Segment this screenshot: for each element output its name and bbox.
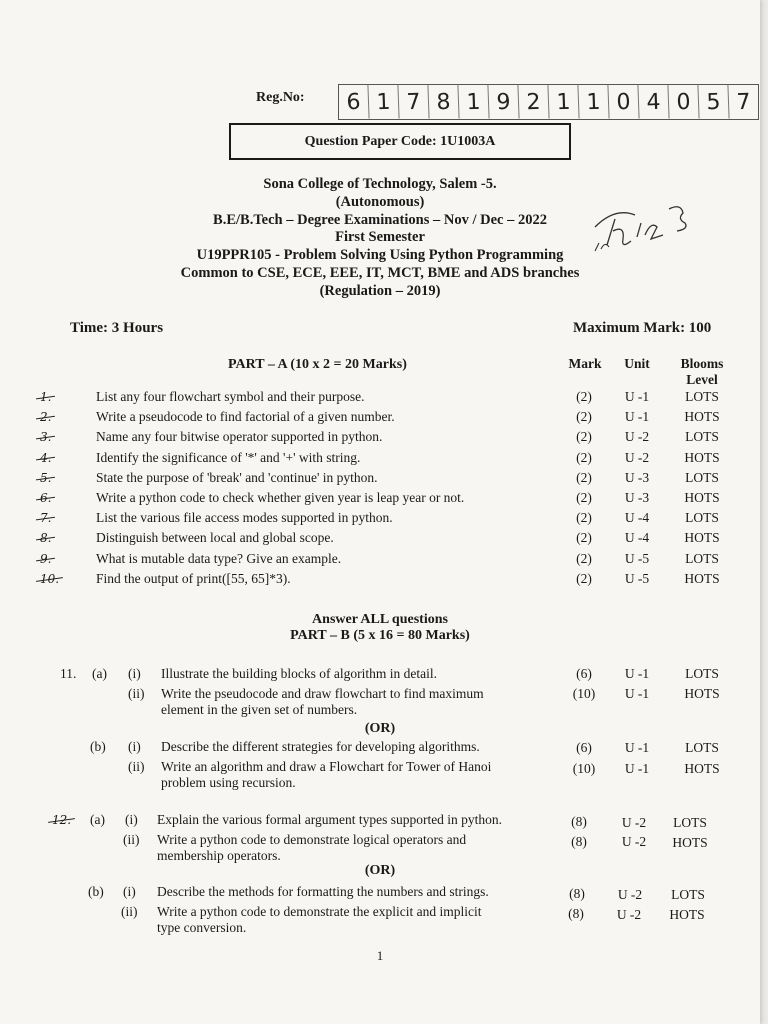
question-unit: U -1 — [624, 389, 650, 404]
q12a-ii-level: HOTS — [672, 835, 708, 850]
question-blooms-level: HOTS — [684, 449, 720, 465]
question-unit: U -2 — [624, 429, 650, 445]
q11-or: (OR) — [364, 721, 396, 736]
semester: First Semester — [335, 229, 425, 246]
q11b-i-mark: (6) — [576, 740, 592, 755]
question-text: Identify the significance of '*' and '+' with string. — [96, 449, 361, 465]
q12a-ii-unit: U -2 — [621, 834, 647, 849]
question-text: Write a python code to check whether given year is leap year or not. — [96, 490, 465, 505]
question-number-text: 2. — [40, 407, 51, 427]
question-mark: (2) — [576, 469, 592, 485]
col-level: Level — [686, 372, 718, 387]
reg-digit-box: 0 — [668, 84, 699, 119]
q11a-i-mark: (6) — [576, 666, 592, 681]
course-title: U19PPR105 - Problem Solving Using Python Programming — [196, 247, 564, 264]
q12b-ii-text-2: type conversion. — [157, 920, 247, 935]
question-blooms-level: HOTS — [684, 490, 720, 505]
question-blooms-level: LOTS — [685, 550, 719, 566]
question-number — [40, 448, 92, 468]
q11a-label: (a) — [92, 666, 107, 681]
question-number-text: 5. — [40, 468, 51, 488]
question-number — [40, 468, 92, 488]
q12a-i-level: LOTS — [673, 815, 707, 830]
q11b-i-label: (i) — [128, 739, 141, 754]
question-text: List the various file access modes supported in python. — [96, 510, 393, 526]
q11a-ii-mark: (10) — [572, 686, 596, 701]
college-name: Sona College of Technology, Salem -5. — [263, 176, 497, 192]
time-label: Time: 3 Hours — [70, 320, 164, 336]
q11a-ii-label: (ii) — [128, 686, 145, 701]
part-a-question-row — [0, 387, 760, 407]
regulation: (Regulation – 2019) — [319, 282, 441, 299]
col-unit: Unit — [624, 356, 650, 371]
question-number — [40, 528, 92, 548]
q11a-i-label: (i) — [128, 666, 141, 681]
question-number-text: 1. — [40, 387, 51, 407]
part-a-question-row — [0, 528, 760, 548]
q12-number — [52, 812, 71, 828]
question-blooms-level: LOTS — [685, 469, 719, 485]
q12a-i-unit: U -2 — [621, 815, 647, 830]
q11a-ii-level: HOTS — [684, 686, 720, 701]
question-paper-code: Question Paper Code: 1U1003A — [229, 123, 571, 160]
question-number — [40, 569, 92, 589]
part-a-question-row — [0, 488, 760, 508]
q12b-ii-mark: (8) — [568, 906, 584, 921]
question-unit: U -2 — [624, 449, 650, 465]
question-mark: (2) — [576, 510, 592, 526]
autonomous-label: (Autonomous) — [335, 193, 425, 210]
question-number — [40, 549, 92, 569]
q11a-ii-unit: U -1 — [624, 686, 650, 701]
question-mark: (2) — [576, 389, 592, 404]
q12b-i-text: Describe the methods for formatting the numbers and strings. — [157, 884, 489, 899]
question-mark: (2) — [576, 409, 592, 425]
q11b-label: (b) — [90, 739, 106, 754]
question-unit: U -5 — [624, 550, 650, 566]
question-blooms-level: LOTS — [685, 429, 719, 445]
q12a-ii-mark: (8) — [571, 834, 587, 849]
question-number-text: 9. — [40, 549, 51, 569]
q12a-i-label: (i) — [125, 812, 138, 827]
exam-title: B.E/B.Tech – Degree Examinations – Nov / Dec – 2022 — [213, 211, 547, 228]
q11b-ii-level: HOTS — [684, 761, 720, 776]
q12b-i-label: (i) — [123, 884, 136, 899]
part-a-title: PART – A (10 x 2 = 20 Marks) — [228, 357, 407, 372]
q11b-i-level: LOTS — [685, 740, 719, 755]
col-mark: Mark — [568, 356, 602, 371]
reg-digit-box: 5 — [698, 84, 729, 119]
q12b-i-mark: (8) — [569, 886, 585, 901]
q12b-ii-level: HOTS — [669, 907, 705, 922]
q12a-ii-text-1: Write a python code to demonstrate logical operators and — [157, 832, 467, 847]
page-number: 1 — [376, 948, 384, 963]
q11b-ii-text-1: Write an algorithm and draw a Flowchart for Tower of Hanoi — [161, 759, 492, 774]
part-a-question-row — [0, 569, 760, 589]
question-number-text: 7. — [40, 508, 51, 528]
q12b-ii-unit: U -2 — [616, 907, 642, 922]
reg-digit-box: 1 — [578, 84, 609, 119]
q11a-i-unit: U -1 — [624, 666, 650, 681]
question-unit: U -3 — [624, 469, 650, 485]
q11a-ii-text-2: element in the given set of numbers. — [161, 702, 358, 717]
q11b-i-text: Describe the different strategies for developing algorithms. — [161, 739, 480, 754]
question-blooms-level: HOTS — [684, 409, 720, 425]
question-unit: U -5 — [624, 570, 650, 586]
q11a-i-text: Illustrate the building blocks of algorithm in detail. — [161, 666, 437, 681]
reg-digit-box: 6 — [338, 84, 369, 119]
handwritten-date-note — [585, 197, 715, 257]
question-mark: (2) — [576, 530, 592, 546]
question-unit: U -1 — [624, 409, 650, 425]
question-number — [40, 427, 92, 447]
q11b-ii-mark: (10) — [572, 761, 596, 776]
part-a-question-row — [0, 407, 760, 427]
reg-no-label: Reg.No: — [256, 90, 305, 105]
question-mark: (2) — [576, 449, 592, 465]
question-blooms-level: LOTS — [685, 510, 719, 526]
reg-no-boxes — [338, 84, 759, 120]
reg-digit-box: 7 — [398, 84, 429, 119]
question-blooms-level: LOTS — [685, 389, 719, 404]
part-a-question-row — [0, 448, 760, 468]
part-a-question-row — [0, 508, 760, 528]
q12a-label: (a) — [90, 812, 105, 827]
question-mark: (2) — [576, 490, 592, 505]
q12b-ii-label: (ii) — [121, 904, 138, 919]
question-unit: U -4 — [624, 510, 650, 526]
answer-all-label: Answer ALL questions — [312, 612, 448, 627]
question-text: Write a pseudocode to find factorial of a given number. — [96, 409, 395, 425]
branches: Common to CSE, ECE, EEE, IT, MCT, BME and ADS branches — [180, 264, 580, 281]
q11b-ii-label: (ii) — [128, 759, 145, 774]
q12b-ii-text-1: Write a python code to demonstrate the explicit and implicit — [157, 904, 482, 919]
max-mark-label: Maximum Mark: 100 — [573, 320, 712, 336]
question-number-text: 3. — [40, 427, 51, 447]
question-unit: U -4 — [624, 530, 650, 546]
part-b-title: PART – B (5 x 16 = 80 Marks) — [290, 628, 470, 643]
question-text: Distinguish between local and global scope. — [96, 530, 334, 546]
part-a-question-row — [0, 549, 760, 569]
question-unit: U -3 — [624, 490, 650, 505]
q12b-i-level: LOTS — [671, 887, 705, 902]
question-text: Find the output of print([55, 65]*3). — [96, 570, 291, 586]
q12b-i-unit: U -2 — [617, 887, 643, 902]
question-number-text: 10. — [40, 569, 59, 589]
question-number — [40, 488, 92, 508]
q12a-ii-label: (ii) — [123, 832, 140, 847]
part-a-question-row — [0, 427, 760, 447]
question-text: List any four flowchart symbol and their purpose. — [96, 389, 365, 404]
q11a-ii-text-1: Write the pseudocode and draw flowchart to find maximum — [161, 686, 484, 701]
q11b-i-unit: U -1 — [624, 740, 650, 755]
q11b-ii-text-2: problem using recursion. — [161, 775, 296, 790]
reg-digit-box: 1 — [548, 84, 579, 119]
question-mark: (2) — [576, 570, 592, 586]
question-number-text: 4. — [40, 448, 51, 468]
q12a-i-text: Explain the various formal argument types supported in python. — [157, 812, 503, 827]
question-text: What is mutable data type? Give an example. — [96, 550, 342, 566]
reg-digit-box: 4 — [638, 84, 669, 119]
q12a-i-mark: (8) — [571, 814, 587, 829]
question-number-text: 6. — [40, 488, 51, 508]
q12-or: (OR) — [364, 863, 396, 878]
question-mark: (2) — [576, 429, 592, 445]
q11b-ii-unit: U -1 — [624, 761, 650, 776]
q12a-ii-text-2: membership operators. — [157, 848, 281, 863]
question-number — [40, 407, 92, 427]
question-blooms-level: HOTS — [684, 570, 720, 586]
reg-digit-box: 1 — [368, 84, 399, 119]
question-text: State the purpose of 'break' and 'continue' in python. — [96, 469, 378, 485]
q12b-label: (b) — [88, 884, 104, 899]
part-a-question-row — [0, 468, 760, 488]
reg-digit-box: 2 — [518, 84, 549, 119]
q12-number-text: 12. — [52, 813, 72, 827]
col-blooms: Blooms — [680, 356, 724, 371]
q11-number: 11. — [60, 666, 77, 681]
question-number — [40, 387, 92, 407]
question-number — [40, 508, 92, 528]
reg-digit-box: 8 — [428, 84, 459, 119]
question-text: Name any four bitwise operator supported in python. — [96, 429, 383, 445]
question-number-text: 8. — [40, 528, 51, 548]
reg-digit-box: 0 — [608, 84, 639, 119]
reg-digit-box: 9 — [488, 84, 519, 119]
question-mark: (2) — [576, 550, 592, 566]
q11a-i-level: LOTS — [685, 666, 719, 681]
reg-digit-box: 7 — [736, 89, 751, 115]
question-blooms-level: HOTS — [684, 530, 720, 546]
reg-digit-box: 1 — [458, 84, 489, 119]
